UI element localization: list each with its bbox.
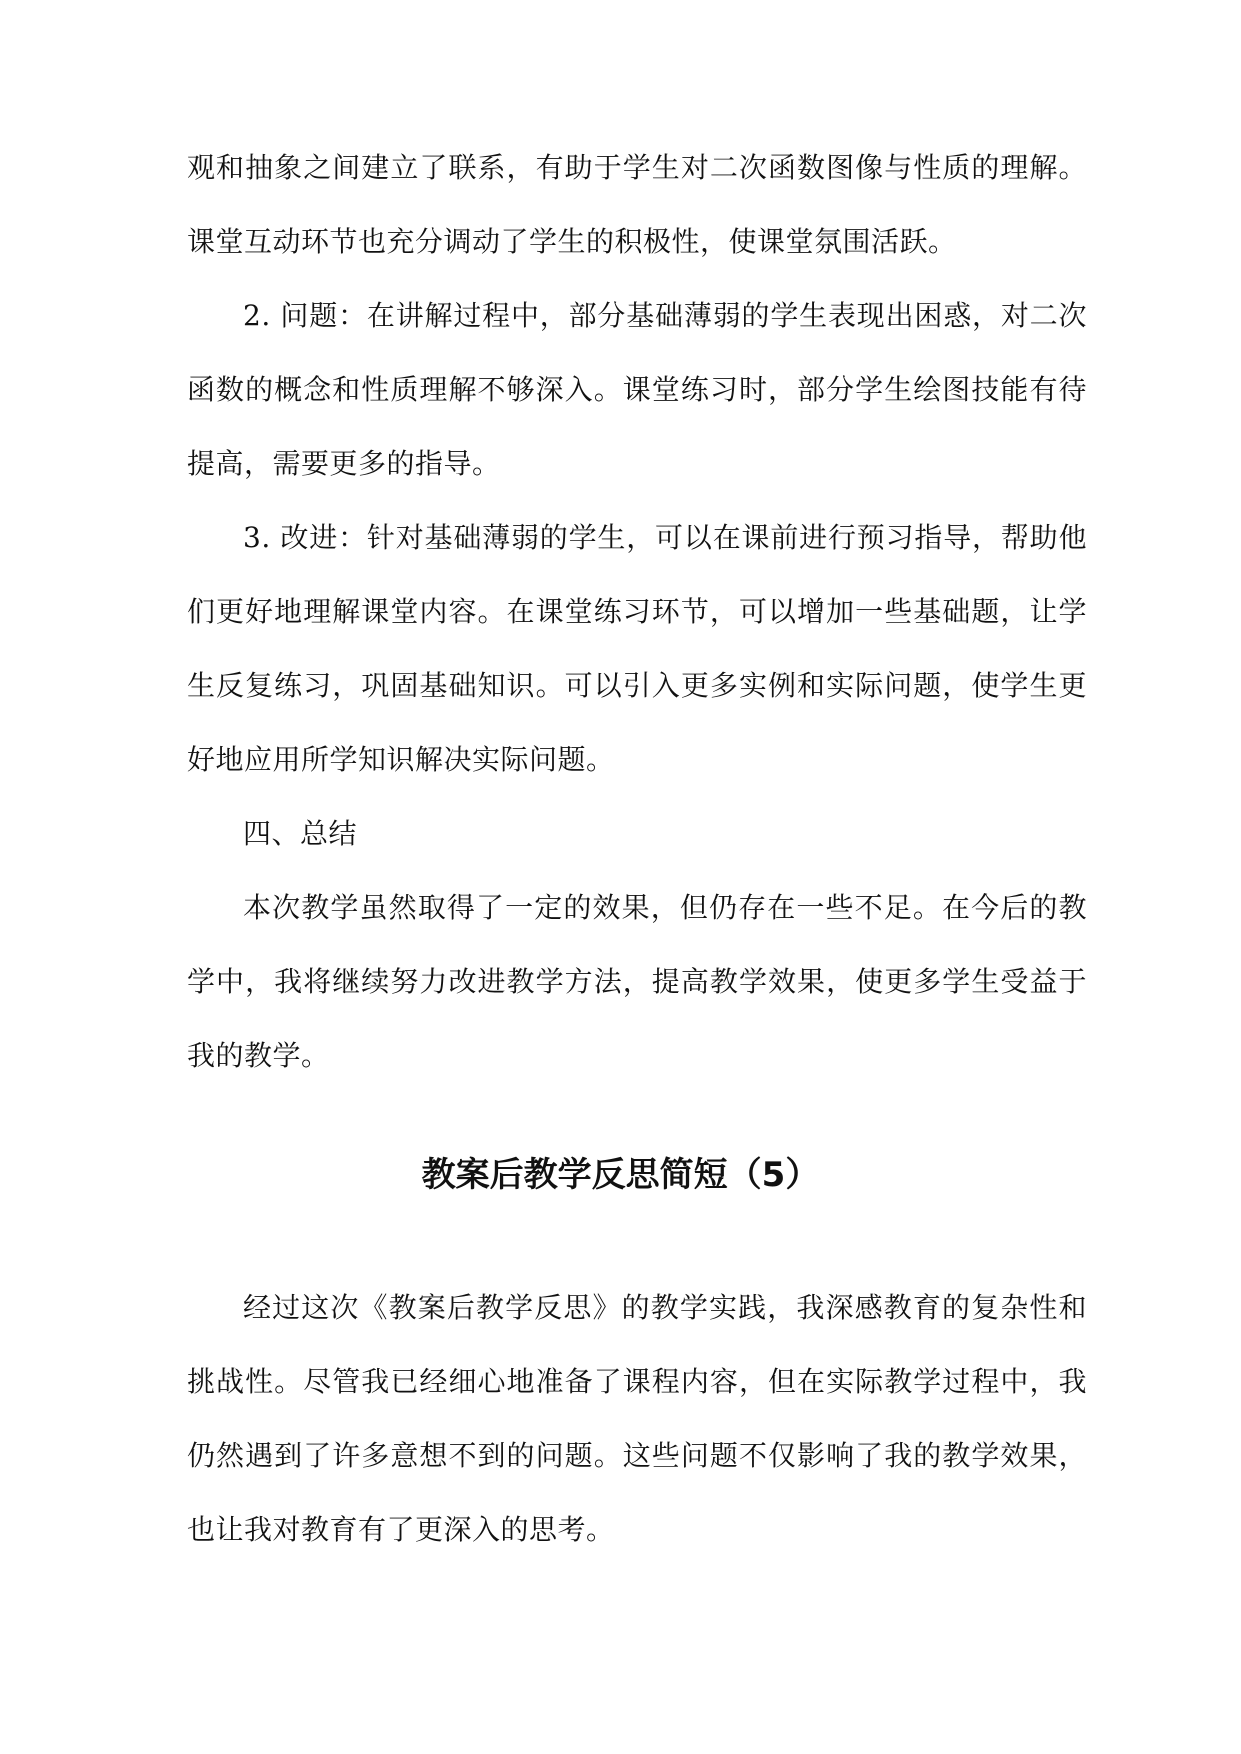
section-2-body [187,1271,1087,1567]
paragraph-intro: 经过这次《教案后教学反思》的教学实践，我深感教育的复杂性和挑战性。尽管我已经细心地准备了课程内容，但在实际教学过程中，我仍然遇到了许多意想不到的问题。这些问题不仅影响了我的教学效果，也让我对教育有了更深入的思考。 [187,1291,1087,1546]
paragraph-continuation: 观和抽象之间建立了联系，有助于学生对二次函数图像与性质的理解。课堂互动环节也充分调动了学生的积极性，使课堂氛围活跃。 [187,151,1087,258]
section-1-body [187,131,1087,1093]
paragraph-problem: 2. 问题：在讲解过程中，部分基础薄弱的学生表现出困惑，对二次函数的概念和性质理解不够深入。课堂练习时，部分学生绘图技能有待提高，需要更多的指导。 [187,299,1087,480]
paragraph-improvement: 3. 改进：针对基础薄弱的学生，可以在课前进行预习指导，帮助他们更好地理解课堂内容。在课堂练习环节，可以增加一些基础题，让学生反复练习，巩固基础知识。可以引入更多实例和实际问题，使学生更好地应用所学知识解决实际问题。 [187,521,1087,776]
section-heading: 教案后教学反思简短（5） [421,1155,820,1195]
paragraph-summary: 本次教学虽然取得了一定的效果，但仍存在一些不足。在今后的教学中，我将继续努力改进教学方法，提高教学效果，使更多学生受益于我的教学。 [187,891,1087,1072]
subheading-summary: 四、总结 [243,817,358,850]
